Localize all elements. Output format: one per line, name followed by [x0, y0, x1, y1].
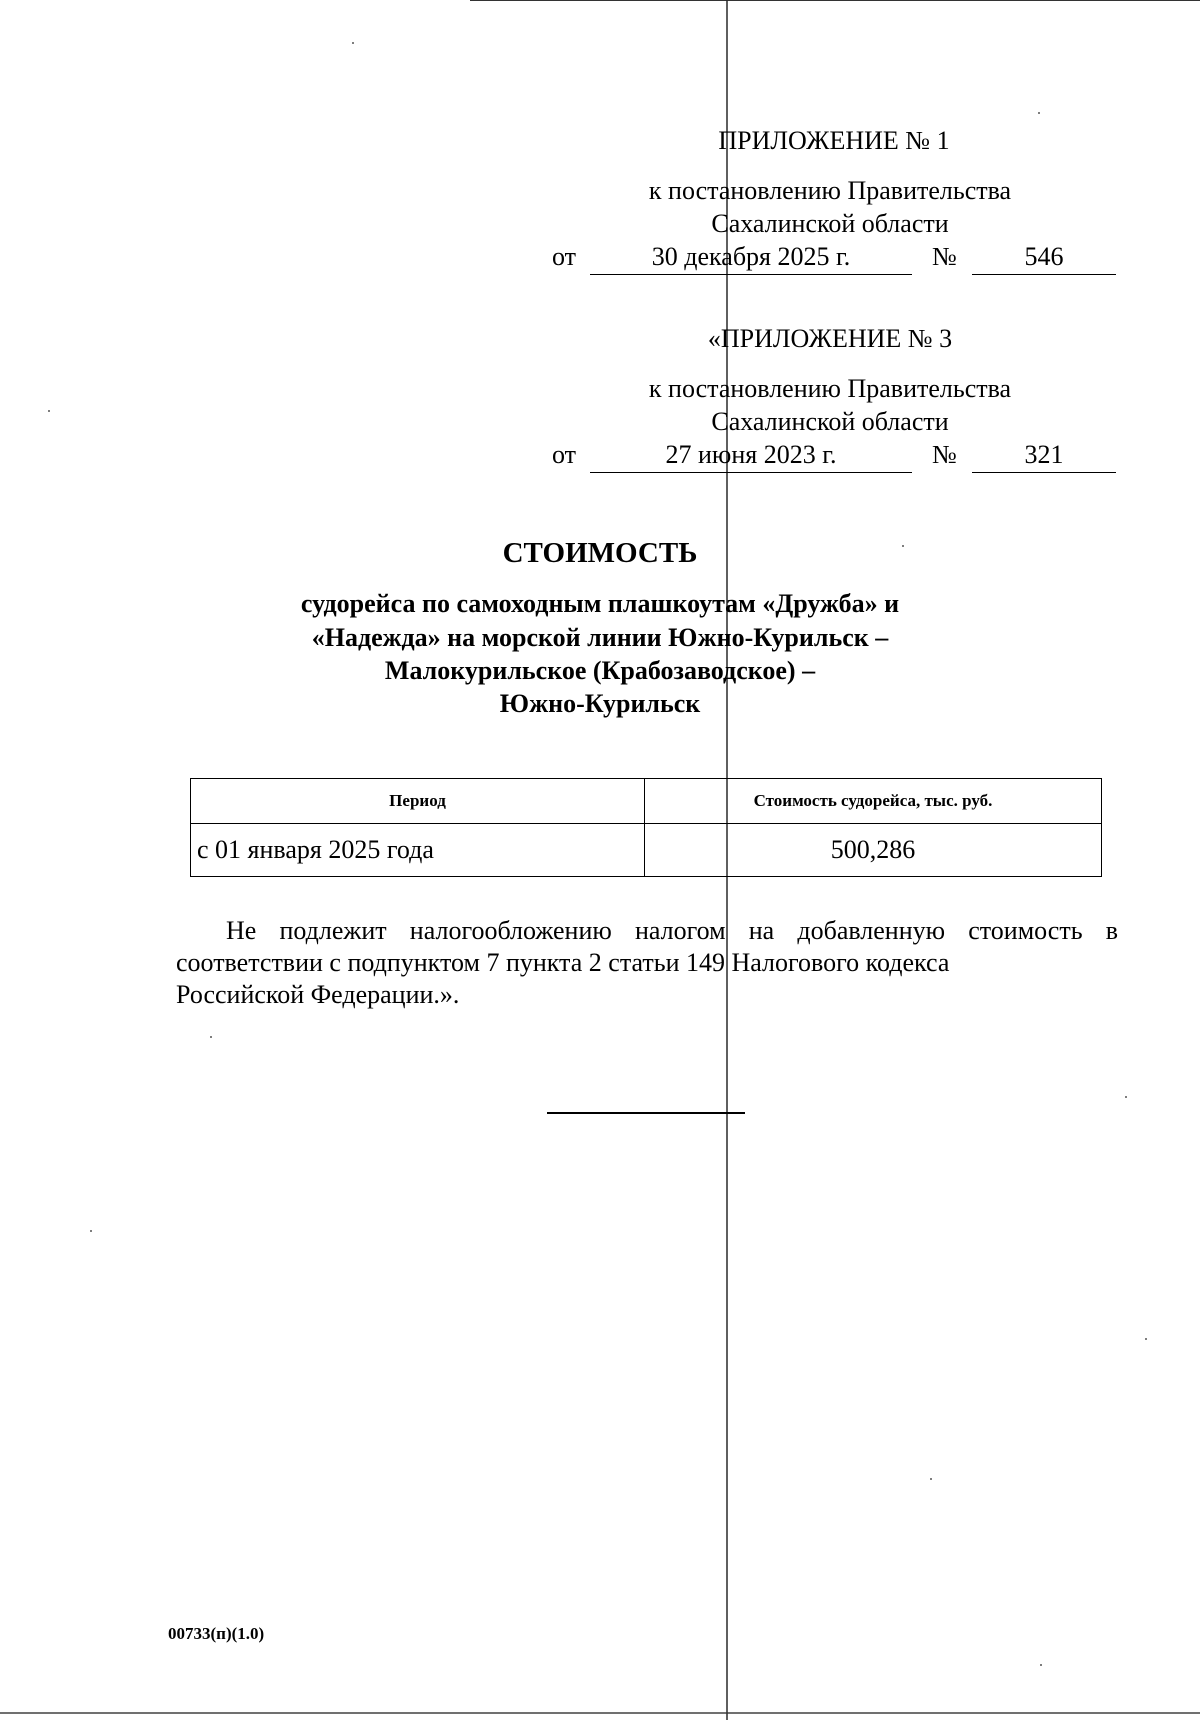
appendix3-title: «ПРИЛОЖЕНИЕ № 3 [707, 324, 953, 353]
cost-table [190, 778, 1102, 877]
appendix3-to-resolution: к постановлению Правительства [648, 374, 1012, 403]
appendix1-number-sign: № [932, 242, 957, 271]
subtitle-line-4: Южно-Курильск [499, 689, 701, 718]
table-row [191, 824, 1102, 877]
appendix3-reference-row [552, 440, 1117, 474]
appendix3-from-label: от [552, 440, 577, 469]
scan-speck [48, 410, 50, 412]
scan-speck [1040, 1664, 1042, 1666]
scan-speck [210, 1036, 212, 1038]
appendix1-number: 546 [972, 242, 1116, 275]
scan-speck [930, 1478, 932, 1480]
document-title: СТОИМОСТЬ [502, 537, 698, 569]
scan-speck [902, 545, 904, 547]
subtitle-line-2: «Надежда» на морской линии Южно-Курильск – [311, 623, 889, 652]
tax-note-paragraph: Не подлежит налогообложению налогом на добавленную стоимость в соответствии с подпунктом 7 пункта 2 статьи 149 Налогового кодекса [176, 916, 1118, 977]
subtitle-line-3: Малокурильское (Крабозаводское) – [384, 656, 816, 685]
appendix3-date: 27 июня 2023 г. [590, 440, 912, 473]
appendix1-region: Сахалинской области [711, 209, 949, 238]
column-header-period: Период [191, 779, 645, 824]
tax-note-last-line: Российской Федерации.». [176, 980, 460, 1009]
appendix1-to-resolution: к постановлению Правительства [648, 176, 1012, 205]
scan-speck [1145, 1338, 1147, 1340]
appendix1-date: 30 декабря 2025 г. [590, 242, 912, 275]
table-header-row [191, 779, 1102, 824]
column-header-cost: Стоимость судорейса, тыс. руб. [645, 779, 1102, 824]
end-separator-line [547, 1112, 745, 1114]
subtitle-line-1: судорейса по самоходным плашкоутам «Дружба» и [300, 589, 900, 618]
appendix1-reference-row [552, 242, 1117, 276]
scan-speck [90, 1230, 92, 1232]
cell-cost: 500,286 [645, 824, 1102, 877]
appendix1-from-label: от [552, 242, 577, 271]
appendix3-number-sign: № [932, 440, 957, 469]
scan-speck [1038, 112, 1040, 114]
appendix1-title: ПРИЛОЖЕНИЕ № 1 [718, 126, 950, 155]
scan-artifact-top-line [470, 0, 1200, 1]
scan-speck [1125, 1096, 1127, 1098]
appendix3-region: Сахалинской области [711, 407, 949, 436]
document-code: 00733(п)(1.0) [168, 1624, 265, 1643]
scan-artifact-bottom-line [0, 1712, 1200, 1714]
scan-speck [352, 42, 354, 44]
cell-period: с 01 января 2025 года [191, 824, 645, 877]
appendix3-number: 321 [972, 440, 1116, 473]
